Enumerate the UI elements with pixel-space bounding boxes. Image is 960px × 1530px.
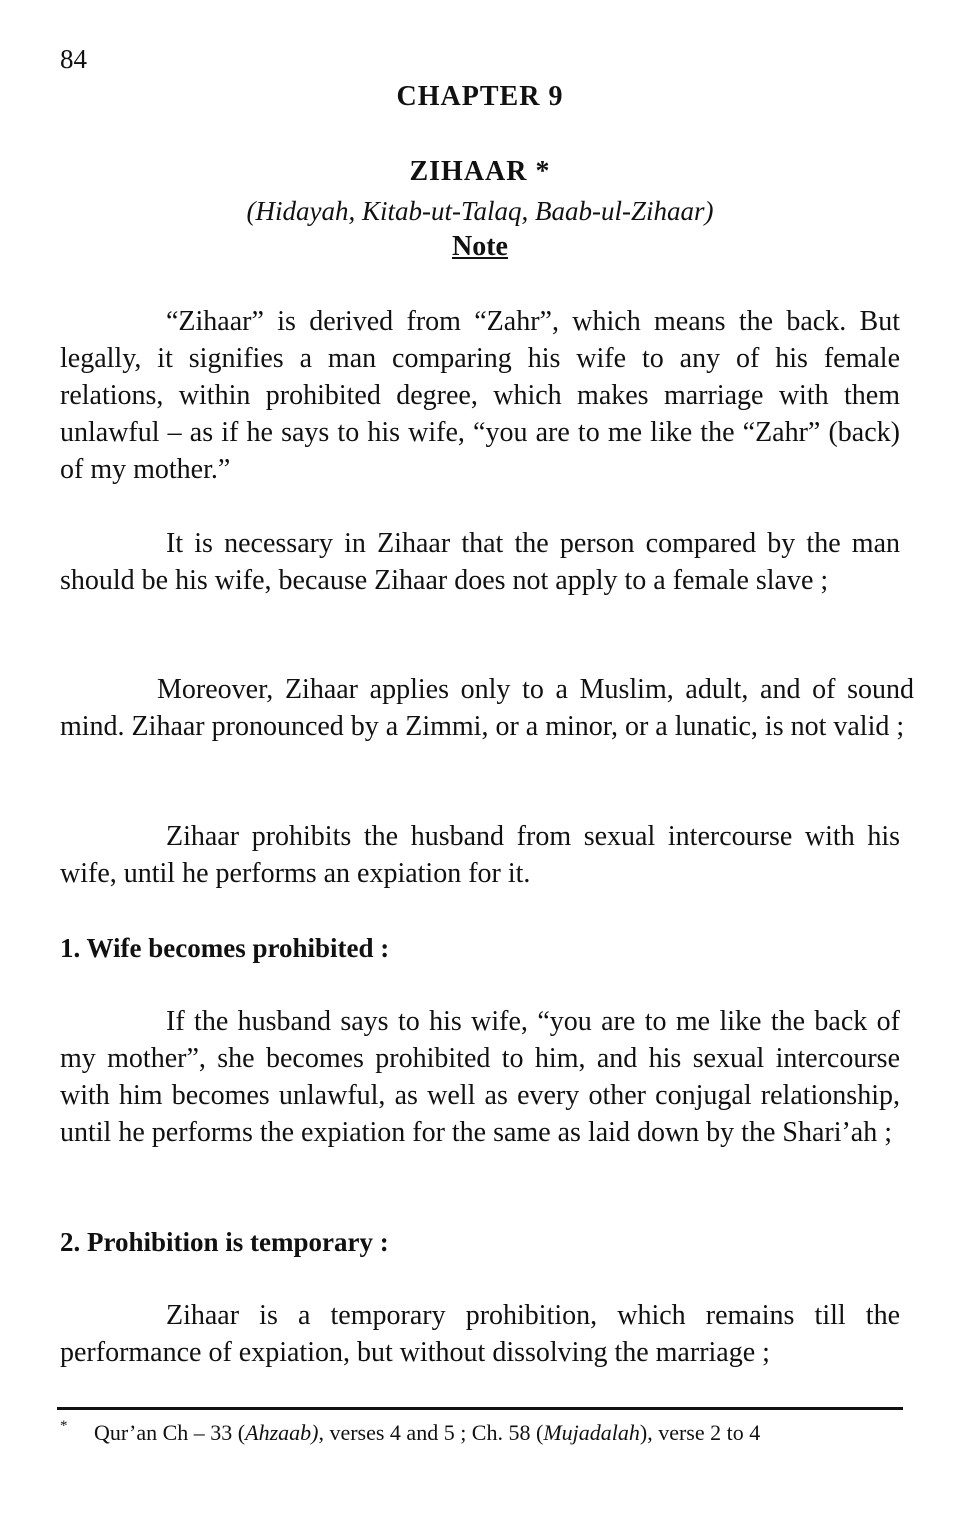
footnote-mark: * xyxy=(60,1418,68,1434)
paragraph-prohibition: Zihaar prohibits the husband from sexual intercourse with his wife, until he performs an expiation for it. xyxy=(60,821,900,889)
footnote-divider xyxy=(57,1407,903,1410)
heading-prohibition-temporary: 2. Prohibition is temporary : xyxy=(60,1227,389,1257)
note-heading: Note xyxy=(452,231,508,262)
paragraph-wife-requirement: It is necessary in Zihaar that the person compared by the man should be his wife, because Zihaar does not apply to a female slave ; xyxy=(60,528,900,596)
chapter-title: CHAPTER 9 xyxy=(396,81,564,112)
footnote xyxy=(60,1418,920,1448)
paragraph-conditions: Moreover, Zihaar applies only to a Muslim, adult, and of sound mind. Zihaar pronounced by a Zimmi, or a minor, or a lunatic, is not valid ; xyxy=(60,674,914,742)
section-title: ZIHAAR * xyxy=(409,156,551,187)
heading-wife-becomes-prohibited: 1. Wife becomes prohibited : xyxy=(60,933,390,963)
footnote-italic-2: Mujadalah xyxy=(543,1420,640,1445)
footnote-italic-1: Ahzaab) xyxy=(245,1420,319,1445)
footnote-text-3: ), verse 2 to 4 xyxy=(639,1420,761,1445)
footnote-text-1: Qur’an Ch – 33 ( xyxy=(94,1420,246,1445)
page-number: 84 xyxy=(60,44,87,74)
paragraph-definition: “Zihaar” is derived from “Zahr”, which means the back. But legally, it signifies a man comparing his wife to any of his female relations, within prohibited degree, which makes marriage with them unlawful – as if he says to his wife, “you are to me like the “Zahr” (back) of my mother.” xyxy=(60,306,900,485)
source-citation: (Hidayah, Kitab-ut-Talaq, Baab-ul-Zihaar) xyxy=(246,196,714,226)
paragraph-wife-becomes-prohibited: If the husband says to his wife, “you are to me like the back of my mother”, she becomes prohibited to him, and his sexual intercourse with him becomes unlawful, as well as every other conjugal relationship, until he performs the expiation for the same as laid down by the Shari’ah ; xyxy=(60,1006,900,1148)
paragraph-prohibition-temporary: Zihaar is a temporary prohibition, which remains till the performance of expiation, but without dissolving the marriage ; xyxy=(60,1300,900,1368)
footnote-text-2: , verses 4 and 5 ; Ch. 58 ( xyxy=(318,1420,544,1445)
